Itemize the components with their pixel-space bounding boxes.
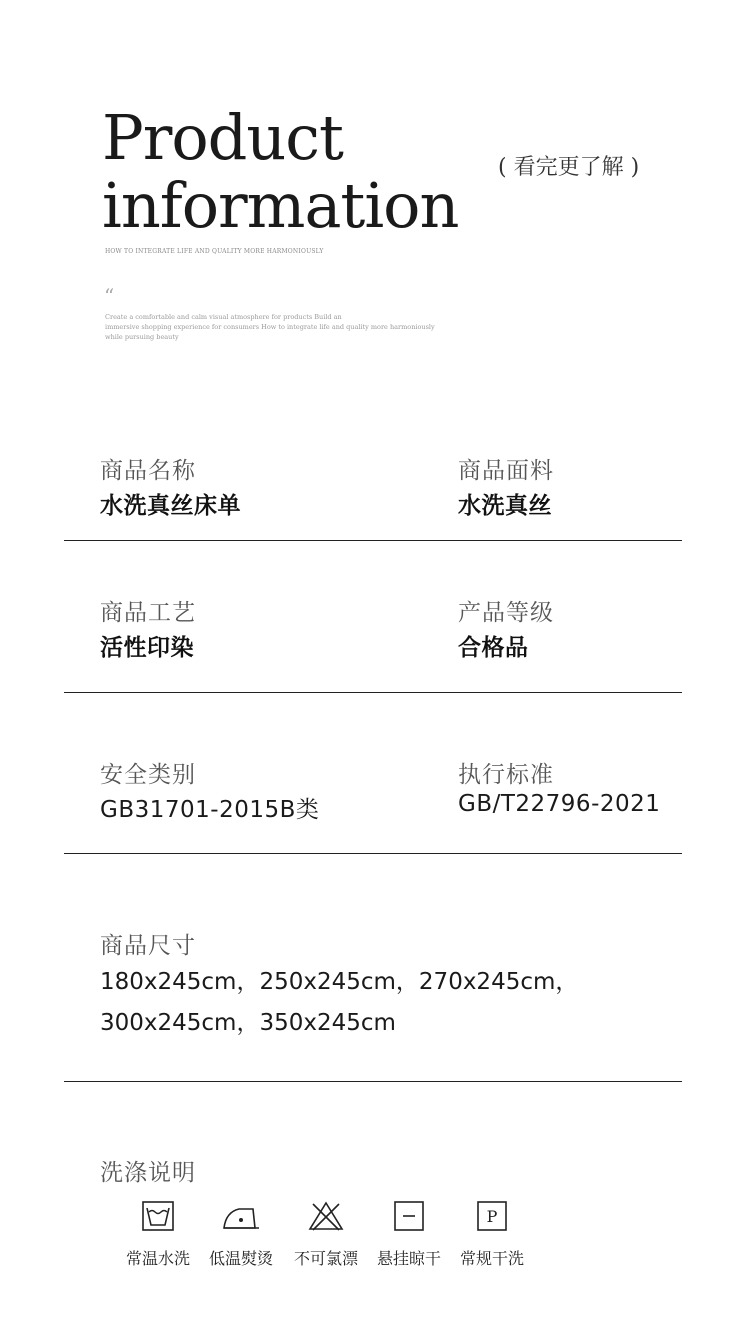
size-line: 300x245cm，350x245cm (100, 1010, 396, 1036)
craft-value: 活性印染 (100, 635, 194, 661)
size-label: 商品尺寸 (100, 933, 196, 959)
standard-value: GB/T22796-2021 (458, 791, 661, 817)
description-line: Create a comfortable and calm visual atmosphere for products Build an (105, 313, 342, 321)
care-item-label: 低温熨烫 (208, 1249, 273, 1268)
care-item-label: 悬挂晾干 (376, 1249, 441, 1268)
divider (64, 540, 682, 541)
care-item-dry (364, 1200, 454, 1269)
standard-label: 执行标准 (458, 762, 554, 788)
care-item-label: 常温水洗 (125, 1249, 190, 1268)
description-line: while pursuing beauty (105, 333, 179, 341)
page-title (102, 101, 459, 242)
care-item-dryclean (447, 1200, 537, 1269)
safety-category-label: 安全类别 (100, 762, 196, 788)
title-line-information: information (102, 169, 459, 242)
divider (64, 1081, 682, 1082)
fabric-label: 商品面料 (458, 458, 554, 484)
care-item-iron (196, 1200, 286, 1269)
dry-clean-letter: P (486, 1207, 498, 1226)
fabric-value: 水洗真丝 (458, 493, 552, 519)
description (105, 312, 465, 342)
wash-tub-icon (141, 1200, 175, 1232)
care-label: 洗涤说明 (100, 1160, 196, 1186)
product-name-label: 商品名称 (100, 458, 196, 484)
grade-label: 产品等级 (458, 600, 554, 626)
divider (64, 692, 682, 693)
line-dry-icon (393, 1200, 425, 1232)
no-bleach-icon (307, 1200, 345, 1232)
care-item-label: 常规干洗 (459, 1249, 524, 1268)
read-more-note: ( 看完更了解 ) (498, 155, 640, 180)
tagline: HOW TO INTEGRATE LIFE AND QUALITY MORE HARMONIOUSLY (105, 248, 324, 255)
quote-icon: “ (104, 284, 115, 308)
care-item-wash (113, 1200, 203, 1269)
grade-value: 合格品 (458, 635, 529, 661)
iron-low-icon (221, 1200, 261, 1232)
size-line: 180x245cm，250x245cm，270x245cm， (100, 969, 579, 995)
title-line-product: Product (102, 101, 343, 174)
care-item-label: 不可氯漂 (293, 1249, 358, 1268)
care-item-bleach (281, 1200, 371, 1269)
size-list (100, 962, 660, 1044)
description-line: immersive shopping experience for consumers How to integrate life and quality more harmoniously (105, 323, 435, 331)
product-name-value: 水洗真丝床单 (100, 493, 241, 519)
safety-category-value: GB31701-2015B类 (100, 797, 320, 823)
dry-clean-p-icon (476, 1200, 508, 1232)
craft-label: 商品工艺 (100, 600, 196, 626)
divider (64, 853, 682, 854)
